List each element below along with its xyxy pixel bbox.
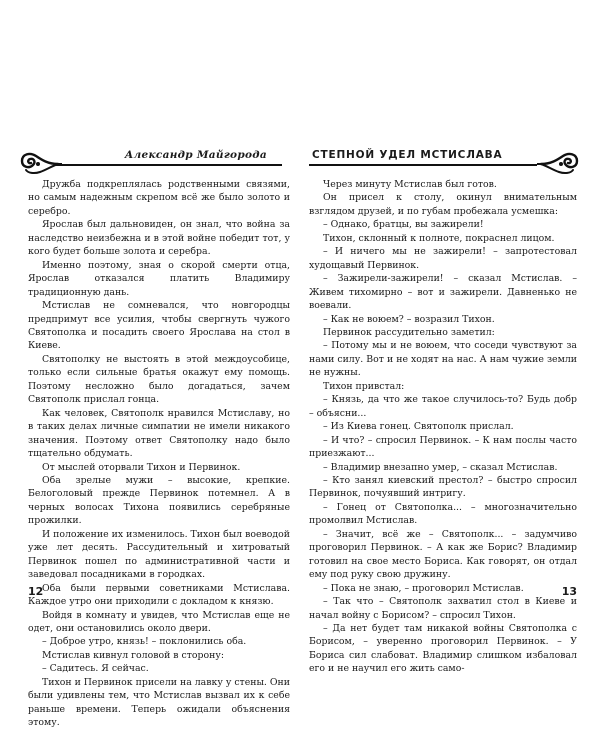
scroll-ornament-icon (535, 150, 581, 176)
paragraph: – И ничего мы не зажирели! – запротестовал худощавый Первинок. (309, 246, 577, 271)
header-rule (309, 164, 537, 166)
paragraph: Святополку не выстоять в этой междоусобице, только если сильные братья окажут ему помощь. Поэтому несложно было догадаться, зачем Святополк прислал гонца. (28, 353, 290, 406)
right-page (309, 146, 577, 675)
paragraph: – Да нет будет там никакой войны Святополка с Борисом, – уверенно проговорил Первинок. – У Бориса сил слабоват. Владимир слишком избаловал его и не научил его жить само- (309, 622, 577, 675)
paragraph: Тихон, склонный к полноте, покраснел лицом. (323, 232, 555, 244)
left-page (18, 146, 290, 729)
paragraph: Дружба подкреплялась родственными связями, но самым надежным скрепом всё же было золото и серебро. (28, 179, 290, 217)
paragraph: – Кто занял киевский престол? – быстро спросил Первинок, почуявший интригу. (309, 474, 577, 500)
paragraph: Войдя в комнату и увидев, что Мстислав еще не одет, они остановились около двери. (28, 609, 290, 634)
paragraph: – Однако, братцы, вы зажирели! (323, 219, 484, 231)
paragraph: Он присел к столу, окинул внимательным взглядом друзей, и по губам пробежала усмешка: (309, 192, 577, 217)
right-page-header (309, 146, 577, 176)
paragraph: Именно поэтому, зная о скорой смерти отца, Ярослав отказался платить Владимиру традиционную дань. (28, 259, 290, 298)
right-page-body (309, 178, 577, 676)
paragraph: Тихон и Первинок присели на лавку у стены. Они были удивлены тем, что Мстислав вызвал их к себе раньше времени. Теперь ожидали объяснения этому. (28, 676, 290, 729)
paragraph: – Пока не знаю, – проговорил Мстислав. (323, 582, 524, 594)
paragraph: Как человек, Святополк нравился Мстиславу, но в таких делах личные симпатии не имели никакого значения. Поэтому ответ Святополку надо было тщательно обдумать. (28, 407, 290, 460)
running-title-book: СТЕПНОЙ УДЕЛ МСТИСЛАВА (309, 149, 505, 161)
page-number: 12 (28, 585, 44, 598)
paragraph: Тихон привстал: (323, 380, 405, 392)
paragraph: От мыслей оторвали Тихон и Первинок. (42, 461, 241, 473)
page-number: 13 (561, 585, 577, 598)
scroll-ornament-icon (18, 150, 64, 176)
paragraph: – Владимир внезапно умер, – сказал Мстислав. (323, 461, 558, 473)
paragraph: – Из Киева гонец. Святополк прислал. (323, 421, 514, 433)
running-title-author: Александр Майгорода (122, 149, 270, 161)
paragraph: – Как не воюем? – возразил Тихон. (323, 313, 495, 325)
paragraph: – Значит, всё же – Святополк... – задумчиво проговорил Первинок. – А как же Борис? Владимир готовил на свое место Бориса. Как говорят, он отдал ему под руку свою дружину. (309, 528, 577, 581)
header-rule (54, 164, 282, 166)
paragraph: – Зажирели-зажирели! – сказал Мстислав. – Живем тихомирно – вот и зажирели. Давненько не воевали. (309, 273, 577, 312)
paragraph: – Потому мы и не воюем, что соседи чувствуют за нами силу. Вот и не ходят на нас. А нам чужие земли не нужны. (309, 340, 577, 379)
paragraph: – Садитесь. Я сейчас. (42, 663, 149, 675)
paragraph: И положение их изменилось. Тихон был воеводой уже лет десять. Рассудительный и хитроватый Первинок пошел по административной части и заведовал посадниками в городках. (28, 528, 290, 581)
paragraph: Первинок рассудительно заметил: (323, 326, 495, 338)
paragraph: Мстислав кивнул головой в сторону: (42, 649, 225, 661)
paragraph: – Гонец от Святополка... – многозначительно промолвил Мстислав. (309, 501, 577, 527)
paragraph: – Доброе утро, князь! – поклонились оба. (42, 636, 247, 648)
paragraph: Мстислав не сомневался, что новгородцы предпримут все усилия, чтобы свергнуть чужого Святополка и посадить своего Ярослава на стол в Киеве. (28, 300, 290, 352)
left-page-body (28, 178, 290, 730)
paragraph: – Князь, да что же такое случилось-то? Будь добр – объясни... (309, 394, 577, 419)
paragraph: Ярослав был дальновиден, он знал, что война за наследство неизбежна и в этой войне победит тот, у кого будет больше золота и серебра. (28, 219, 290, 258)
paragraph: – Так что – Святополк захватил стол в Киеве и начал войну с Борисом? – спросил Тихон. (309, 596, 577, 621)
left-page-header (18, 146, 286, 176)
paragraph: Через минуту Мстислав был готов. (323, 179, 497, 190)
paragraph: Оба были первыми советниками Мстислава. Каждое утро они приходили с докладом к князю. (28, 582, 290, 608)
paragraph: – И что? – спросил Первинок. – К нам послы часто приезжают... (309, 434, 577, 460)
paragraph: Оба зрелые мужи – высокие, крепкие. Белоголовый прежде Первинок потемнел. А в черных волосах Тихона появились серебряные прожилки. (28, 474, 290, 527)
